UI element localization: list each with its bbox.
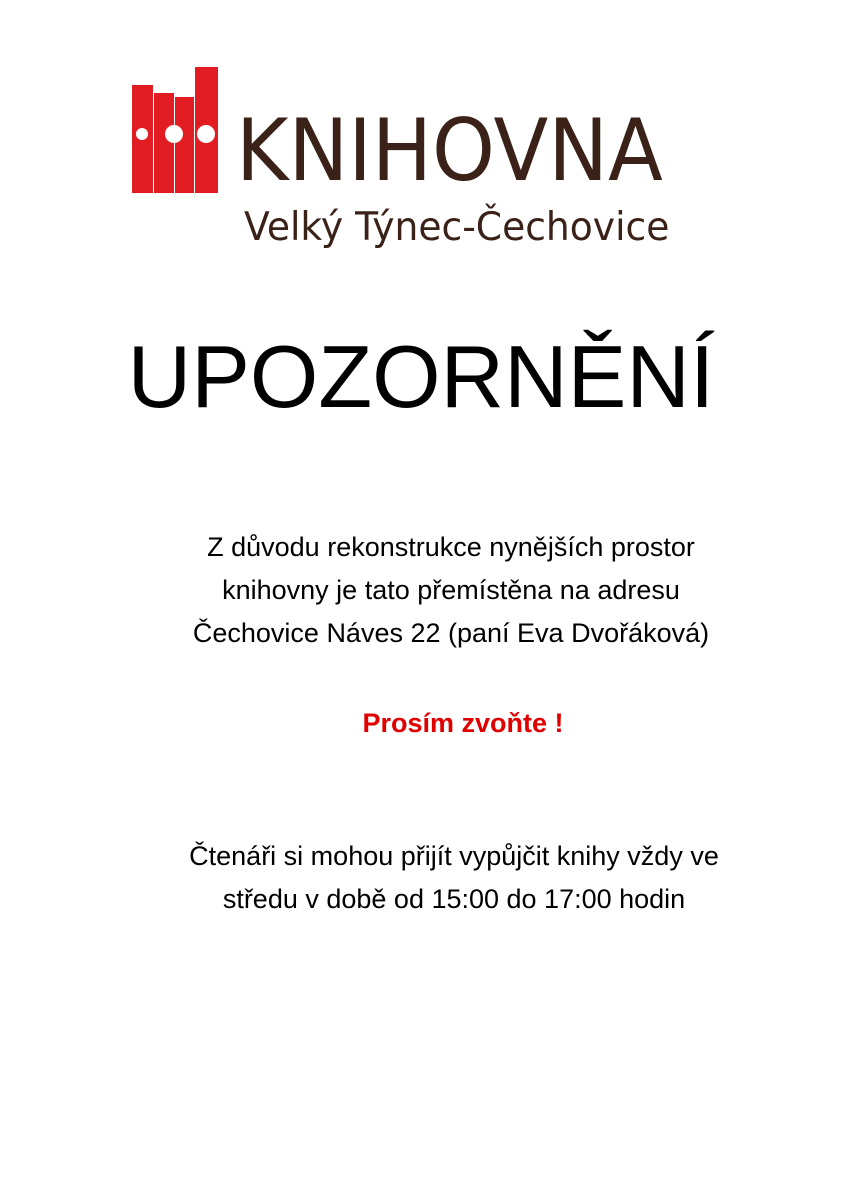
opening-hours-line: středu v době od 15:00 do 17:00 hodin [222, 884, 686, 914]
opening-hours-line: Čtenáři si mohou přijít vypůjčit knihy vždy ve [189, 841, 719, 871]
book-spine-2 [154, 93, 174, 193]
opening-hours-paragraph [30, 835, 848, 921]
logo-dot-2 [165, 125, 183, 143]
relocation-line: Z důvodu rekonstrukce nynějších prostor [207, 532, 695, 562]
book-spine-3 [175, 97, 194, 193]
library-books-icon [132, 67, 218, 193]
ring-bell-alert: Prosím zvoňte ! [362, 708, 564, 738]
logo-dot-3 [197, 125, 215, 143]
logo-wordmark: KNIHOVNA [236, 101, 663, 201]
library-logo [0, 0, 848, 260]
relocation-line: Čechovice Náves 22 (paní Eva Dvořáková) [192, 618, 710, 648]
notice-headline: UPOZORNĚNÍ [127, 327, 715, 426]
logo-dot-1 [136, 128, 148, 140]
logo-subtitle: Velký Týnec-Čechovice [244, 205, 670, 250]
relocation-paragraph [27, 526, 848, 655]
relocation-line: knihovny je tato přemístěna na adresu [222, 575, 680, 605]
